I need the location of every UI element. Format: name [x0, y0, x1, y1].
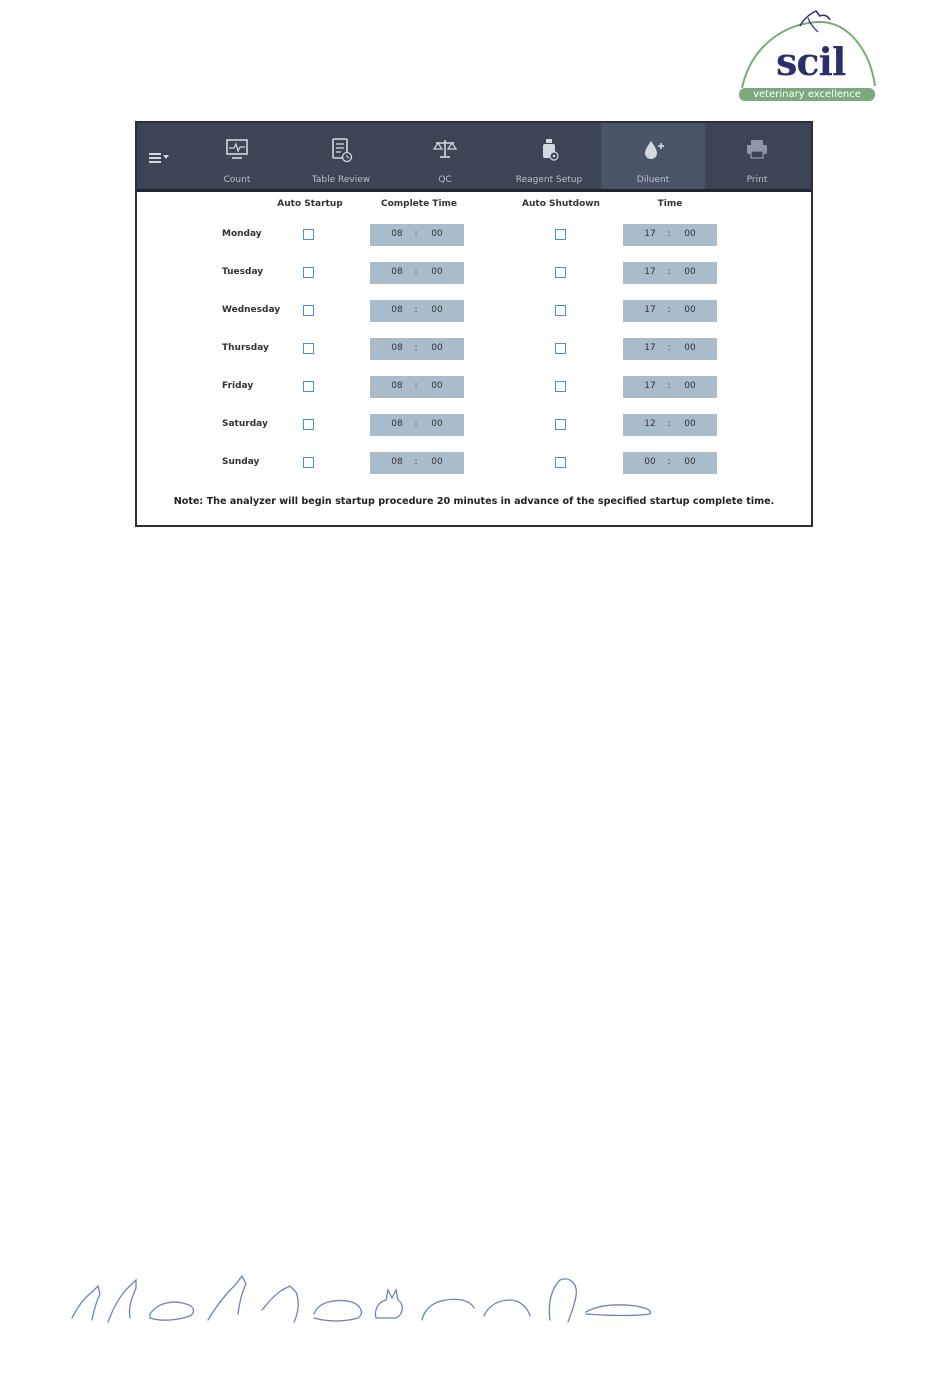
start-hour[interactable]: 08 — [391, 229, 403, 239]
tab-label: Reagent Setup — [515, 175, 583, 185]
auto-startup-checkbox[interactable] — [303, 267, 314, 278]
tab-count[interactable] — [185, 123, 289, 189]
time-separator: : — [414, 343, 418, 353]
tab-label: QC — [438, 175, 452, 185]
day-label: Monday — [222, 229, 262, 239]
shutdown-time-field[interactable] — [623, 300, 717, 322]
start-minute[interactable]: 00 — [431, 381, 443, 391]
time-separator: : — [667, 267, 671, 277]
time-separator: : — [667, 343, 671, 353]
auto-shutdown-checkbox[interactable] — [555, 229, 566, 240]
startup-time-field[interactable] — [370, 452, 464, 474]
printer-icon — [745, 137, 769, 163]
analyzer-screen — [135, 121, 813, 527]
toolbar — [137, 123, 811, 191]
auto-startup-checkbox[interactable] — [303, 305, 314, 316]
time-separator: : — [414, 419, 418, 429]
end-minute[interactable]: 00 — [684, 267, 696, 277]
monitor-pulse-icon — [225, 137, 249, 163]
auto-startup-checkbox[interactable] — [303, 419, 314, 430]
end-hour[interactable]: 17 — [644, 229, 656, 239]
end-minute[interactable]: 00 — [684, 305, 696, 315]
day-label: Thursday — [222, 343, 269, 353]
auto-shutdown-checkbox[interactable] — [555, 457, 566, 468]
header-auto-startup: Auto Startup — [277, 199, 343, 209]
tab-print[interactable] — [705, 123, 809, 189]
auto-shutdown-checkbox[interactable] — [555, 305, 566, 316]
start-hour[interactable]: 08 — [391, 419, 403, 429]
startup-time-field[interactable] — [370, 262, 464, 284]
start-hour[interactable]: 08 — [391, 381, 403, 391]
logo-tagline: veterinary excellence — [739, 88, 875, 101]
menu-icon-bar — [149, 161, 161, 163]
time-separator: : — [667, 381, 671, 391]
start-minute[interactable]: 00 — [431, 419, 443, 429]
start-hour[interactable]: 08 — [391, 343, 403, 353]
shutdown-time-field[interactable] — [623, 376, 717, 398]
shutdown-time-field[interactable] — [623, 414, 717, 436]
time-separator: : — [667, 457, 671, 467]
menu-icon — [149, 153, 161, 155]
end-hour[interactable]: 00 — [644, 457, 656, 467]
auto-shutdown-checkbox[interactable] — [555, 381, 566, 392]
time-separator: : — [414, 305, 418, 315]
startup-time-field[interactable] — [370, 376, 464, 398]
shutdown-time-field[interactable] — [623, 452, 717, 474]
day-label: Friday — [222, 381, 254, 391]
end-minute[interactable]: 00 — [684, 229, 696, 239]
scil-logo — [738, 8, 878, 98]
time-separator: : — [414, 267, 418, 277]
end-minute[interactable]: 00 — [684, 381, 696, 391]
time-separator: : — [414, 229, 418, 239]
startup-time-field[interactable] — [370, 300, 464, 322]
shutdown-time-field[interactable] — [623, 338, 717, 360]
time-separator: : — [414, 457, 418, 467]
drop-plus-icon — [641, 137, 665, 163]
tab-label: Count — [223, 175, 251, 185]
auto-startup-checkbox[interactable] — [303, 343, 314, 354]
document-clock-icon — [329, 137, 353, 163]
auto-shutdown-checkbox[interactable] — [555, 267, 566, 278]
startup-time-field[interactable] — [370, 414, 464, 436]
shutdown-time-field[interactable] — [623, 262, 717, 284]
menu-button[interactable] — [145, 147, 175, 169]
tab-reagent-setup[interactable] — [497, 123, 601, 189]
chevron-down-icon — [163, 155, 169, 159]
header-time: Time — [657, 199, 683, 209]
startup-note: Note: The analyzer will begin startup procedure 20 minutes in advance of the specified startup complete time. — [173, 496, 775, 507]
end-minute[interactable]: 00 — [684, 457, 696, 467]
start-hour[interactable]: 08 — [391, 457, 403, 467]
end-hour[interactable]: 12 — [644, 419, 656, 429]
tab-qc[interactable] — [393, 123, 497, 189]
start-hour[interactable]: 08 — [391, 267, 403, 277]
auto-startup-checkbox[interactable] — [303, 381, 314, 392]
end-hour[interactable]: 17 — [644, 381, 656, 391]
day-label: Tuesday — [222, 267, 264, 277]
start-minute[interactable]: 00 — [431, 457, 443, 467]
startup-time-field[interactable] — [370, 224, 464, 246]
day-label: Saturday — [222, 419, 268, 429]
reagent-bottle-icon — [537, 137, 561, 163]
time-separator: : — [414, 381, 418, 391]
end-minute[interactable]: 00 — [684, 343, 696, 353]
tab-label: Diluent — [636, 175, 670, 185]
time-separator: : — [667, 419, 671, 429]
tab-diluent[interactable] — [601, 123, 705, 189]
auto-startup-checkbox[interactable] — [303, 457, 314, 468]
toolbar-divider — [137, 189, 811, 192]
start-hour[interactable]: 08 — [391, 305, 403, 315]
end-hour[interactable]: 17 — [644, 267, 656, 277]
startup-time-field[interactable] — [370, 338, 464, 360]
day-label: Wednesday — [222, 305, 281, 315]
end-minute[interactable]: 00 — [684, 419, 696, 429]
start-minute[interactable]: 00 — [431, 267, 443, 277]
header-auto-shutdown: Auto Shutdown — [522, 199, 600, 209]
header-complete-time: Complete Time — [380, 199, 458, 209]
auto-shutdown-checkbox[interactable] — [555, 343, 566, 354]
start-minute[interactable]: 00 — [431, 229, 443, 239]
tab-label: Print — [746, 175, 768, 185]
time-separator: : — [667, 229, 671, 239]
menu-icon-bar — [149, 157, 161, 159]
start-minute[interactable]: 00 — [431, 343, 443, 353]
balance-scale-icon — [433, 137, 457, 163]
day-label: Sunday — [222, 457, 260, 467]
logo-wordmark: scil — [776, 39, 846, 84]
tab-table-review[interactable] — [289, 123, 393, 189]
end-hour[interactable]: 17 — [644, 343, 656, 353]
time-separator: : — [667, 305, 671, 315]
shutdown-time-field[interactable] — [623, 224, 717, 246]
auto-startup-checkbox[interactable] — [303, 229, 314, 240]
end-hour[interactable]: 17 — [644, 305, 656, 315]
tab-label: Table Review — [311, 175, 371, 185]
start-minute[interactable]: 00 — [431, 305, 443, 315]
animal-silhouettes-icon — [70, 1270, 660, 1330]
auto-shutdown-checkbox[interactable] — [555, 419, 566, 430]
